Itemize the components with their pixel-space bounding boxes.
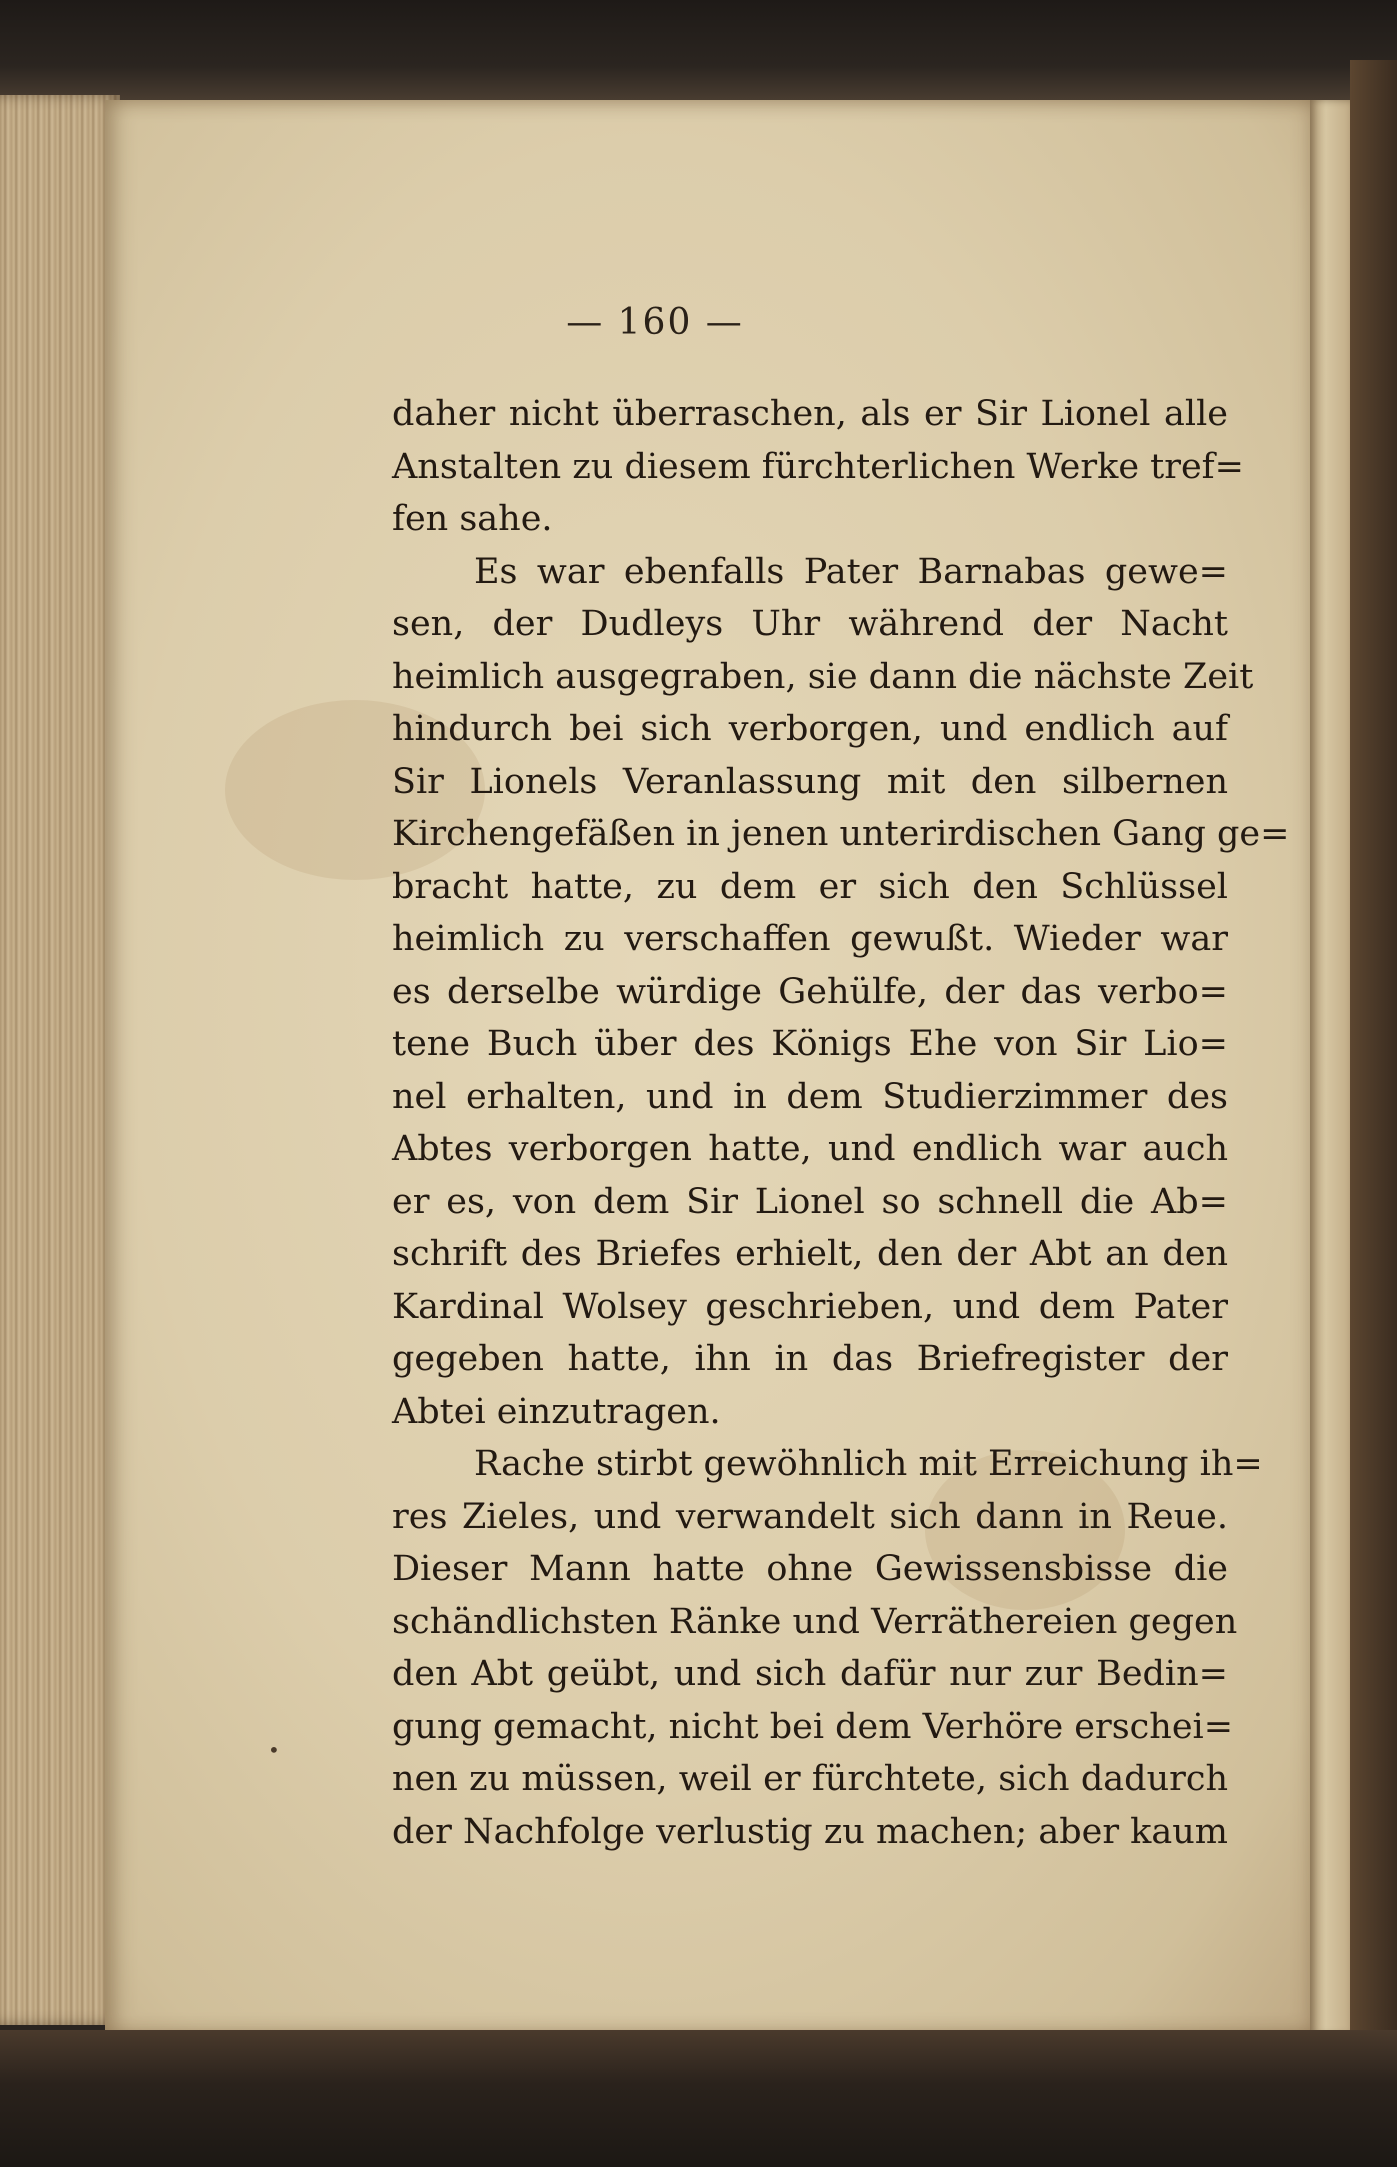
text-line: nel erhalten, und in dem Studierzimmer des [392, 1076, 1228, 1117]
text-line: Dieser Mann hatte ohne Gewissensbisse die [392, 1549, 1228, 1589]
text-line: Abtei einzutragen. [392, 1391, 721, 1432]
page-number-header: — 160 — [566, 302, 744, 343]
next-page-edge [1310, 100, 1350, 2035]
text-line: fen sahe. [392, 499, 553, 539]
text-line: der Nachfolge verlustig zu machen; aber kaum [392, 1811, 1228, 1852]
text-line: es derselbe würdige Gehülfe, der das verbo= [392, 971, 1228, 1012]
text-line: schändlichsten Ränke und Verräthereien gegen [392, 1601, 1238, 1642]
text-line: heimlich zu verschaffen gewußt. Wieder war [392, 919, 1228, 959]
text-line: Rache stirbt gewöhnlich mit Erreichung ih= [474, 1444, 1263, 1484]
book-bottom-edge [0, 2030, 1397, 2167]
text-line: Anstalten zu diesem fürchterlichen Werke tref= [392, 446, 1244, 487]
text-line: gung gemacht, nicht bei dem Verhöre erschei= [392, 1706, 1234, 1747]
text-line: schrift des Briefes erhielt, den der Abt an den [392, 1234, 1228, 1274]
text-line: Sir Lionels Veranlassung mit den silbernen [392, 761, 1228, 802]
page-stack [0, 95, 120, 2025]
text-line: den Abt geübt, und sich dafür nur zur Bedin= [392, 1654, 1228, 1694]
text-line: tene Buch über des Königs Ehe von Sir Lio= [392, 1024, 1228, 1064]
margin-mark: • [268, 1738, 280, 1762]
text-line: Kardinal Wolsey geschrieben, und dem Pater [392, 1286, 1228, 1327]
text-line: res Zieles, und verwandelt sich dann in Reue. [392, 1496, 1228, 1537]
book-cover-edge [1350, 60, 1397, 2167]
text-line: Es war ebenfalls Pater Barnabas gewe= [474, 551, 1228, 592]
text-line: sen, der Dudleys Uhr während der Nacht [392, 604, 1228, 644]
text-line: daher nicht überraschen, als er Sir Lionel alle [392, 394, 1228, 434]
text-line: Kirchengefäßen in jenen unterirdischen Gang ge= [392, 814, 1290, 854]
text-line: nen zu müssen, weil er fürchtete, sich dadurch [392, 1759, 1228, 1799]
text-line: hindurch bei sich verborgen, und endlich auf [392, 709, 1228, 749]
text-line: gegeben hatte, ihn in das Briefregister der [392, 1339, 1228, 1379]
text-line: bracht hatte, zu dem er sich den Schlüssel [392, 866, 1228, 907]
text-line: heimlich ausgegraben, sie dann die nächste Zeit [392, 656, 1254, 697]
text-line: Abtes verborgen hatte, und endlich war auch [392, 1129, 1228, 1169]
text-line: er es, von dem Sir Lionel so schnell die Ab= [392, 1181, 1228, 1222]
body-text [392, 388, 1290, 1858]
